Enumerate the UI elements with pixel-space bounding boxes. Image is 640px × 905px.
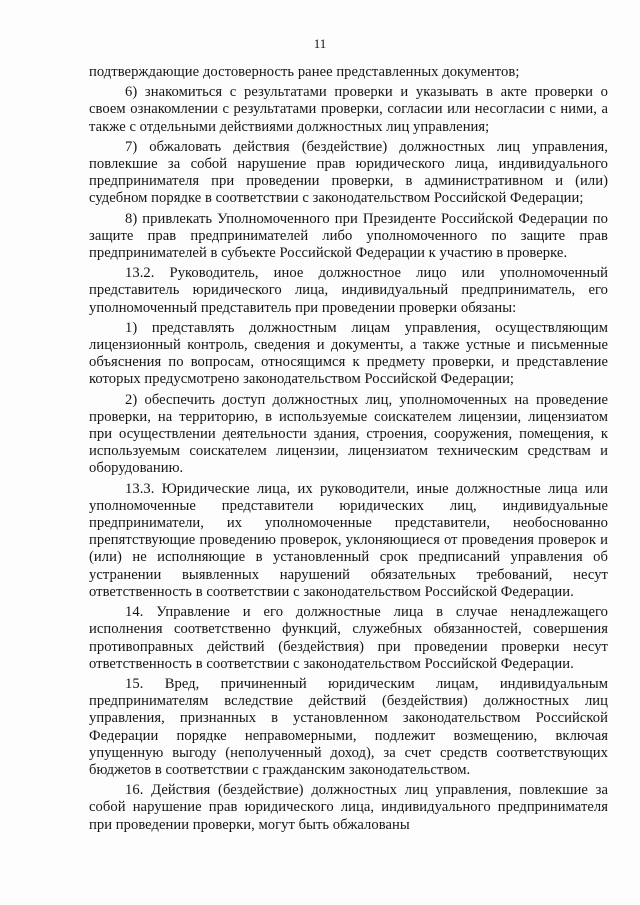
paragraph-item-8: 8) привлекать Уполномоченного при Президенте Российской Федерации по защите прав предпринимателей либо уполномоченного по защите прав предпринимателей в субъекте Российской Федерации к участию в проверке. <box>89 210 608 262</box>
paragraph-13-2-item-1: 1) представлять должностным лицам управления, осуществляющим лицензионный контроль, сведения и документы, а также устные и письменные объяснения по вопросам, относящимся к предмету проверки, и представление которых предусмотрено законодательством Российской Федерации; <box>89 319 608 388</box>
paragraph-13-2: 13.2. Руководитель, иное должностное лицо или уполномоченный представитель юридического лица, индивидуальный предприниматель, его уполномоченный представитель при проведении проверки обязаны: <box>89 265 608 316</box>
page-number: 11 <box>313 36 327 51</box>
paragraph-13-2-item-2: 2) обеспечить доступ должностных лиц, уполномоченных на проведение проверки, на территорию, в используемые соискателем лицензии, лицензиатом при осуществлении деятельности здания, строения, сооружения, помещения, к используемым соискателем лицензии, лицензиатом техническим средствам и оборудованию. <box>89 391 608 477</box>
paragraph-continuation: подтверждающие достоверность ранее представленных документов; <box>89 64 520 80</box>
paragraph-item-7: 7) обжаловать действия (бездействие) должностных лиц управления, повлекшие за собой нарушение прав юридического лица, индивидуального предпринимателя при проведении проверки, в административном и (или) судебном порядке в соответствии с законодательством Российской Федерации; <box>89 138 608 207</box>
paragraph-item-6: 6) знакомиться с результатами проверки и указывать в акте проверки о своем ознакомлении с результатами проверки, согласии или несогласии с ними, а также с отдельными действиями должностных лиц управления; <box>89 84 608 135</box>
paragraph-13-3: 13.3. Юридические лица, их руководители, иные должностные лица или уполномоченные представители юридических лиц, индивидуальные предприниматели, их уполномоченные представители, необоснованно препятствующие проведению проверок, уклоняющиеся от проведения проверок и (или) не исполняющие в установленный срок предписаний управления об устранении выявленных нарушений обязательных требований, несут ответственность в соответствии с законодательством Российской Федерации. <box>89 480 608 600</box>
paragraph-16: 16. Действия (бездействие) должностных лиц управления, повлекшие за собой нарушение прав юридического лица, индивидуального предпринимателя при проведении проверки, могут быть обжалованы <box>89 782 608 833</box>
paragraph-14: 14. Управление и его должностные лица в случае ненадлежащего исполнения соответственно функций, служебных обязанностей, совершения противоправных действий (бездействия) при проведении проверки несут ответственность в соответствии с законодательством Российской Федерации. <box>89 604 608 672</box>
paragraph-15: 15. Вред, причиненный юридическим лицам, индивидуальным предпринимателям вследствие действий (бездействия) должностных лиц управления, признанных в установленном законодательством Российской Федерации порядке неправомерными, подлежит возмещению, включая упущенную выгоду (неполученный доход), за счет средств соответствующих бюджетов в соответствии с гражданским законодательством. <box>89 675 608 778</box>
document-body <box>89 64 608 837</box>
